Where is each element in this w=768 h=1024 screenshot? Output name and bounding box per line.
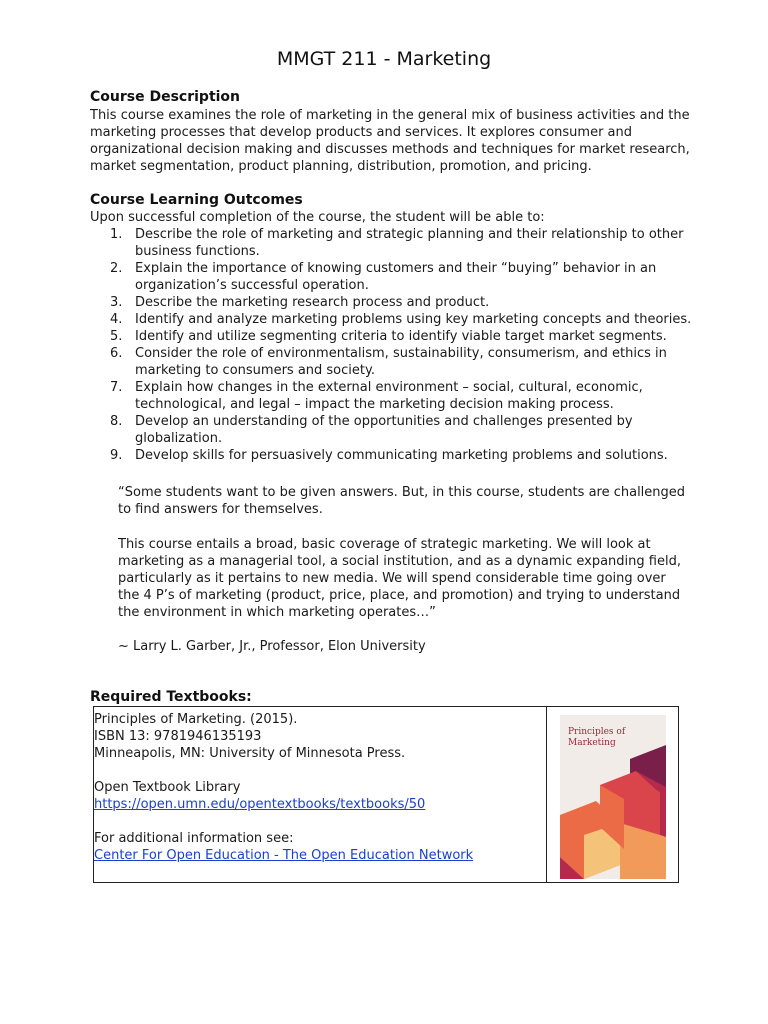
- outcome-text: Develop an understanding of the opportunities and challenges presented by: [135, 414, 633, 429]
- quote-paragraph-1: [118, 484, 686, 518]
- outcome-item: [90, 345, 667, 379]
- library-label: Open Textbook Library: [94, 780, 241, 795]
- course-description-text: [90, 107, 690, 175]
- learning-outcomes-heading: Course Learning Outcomes: [90, 192, 303, 208]
- outcome-item: [90, 226, 684, 260]
- open-education-network-link[interactable]: Center For Open Education - The Open Education Network: [94, 848, 474, 863]
- outcome-item: [90, 294, 660, 311]
- open-textbook-link[interactable]: https://open.umn.edu/opentextbooks/textbooks/50: [94, 797, 426, 812]
- book-publisher: Minneapolis, MN: University of Minnesota Press.: [94, 746, 406, 761]
- outcome-item: [90, 413, 660, 447]
- outcome-number: 1.: [110, 227, 123, 242]
- description-line: market segmentation, product planning, distribution, promotion, and pricing.: [90, 159, 592, 174]
- page-title: MMGT 211 - Marketing: [276, 48, 492, 70]
- outcome-item: [90, 311, 692, 328]
- outcome-number: 8.: [110, 414, 123, 429]
- outcome-text: Develop skills for persuasively communicating marketing problems and solutions.: [135, 448, 668, 463]
- learning-outcomes-list: [90, 226, 692, 464]
- book-title: Principles of Marketing. (2015).: [94, 712, 298, 727]
- quote-attribution: [118, 638, 658, 655]
- outcome-item: [90, 328, 667, 345]
- quote-line: “Some students want to be given answers. But, in this course, students are challenged: [118, 485, 686, 500]
- outcome-number: 5.: [110, 329, 123, 344]
- outcome-number: 6.: [110, 346, 123, 361]
- hexagon-pattern-graphic: [560, 715, 666, 879]
- quote-line: to find answers for themselves.: [118, 502, 323, 517]
- learning-outcomes-intro: [90, 209, 660, 226]
- outcome-item: [90, 379, 660, 413]
- outcome-text: Explain the importance of knowing customers and their “buying” behavior in an: [135, 261, 657, 276]
- description-line: marketing processes that develop products and services. It explores consumer and: [90, 125, 633, 140]
- outcome-text: Consider the role of environmentalism, sustainability, consumerism, and ethics in: [135, 346, 667, 361]
- outcome-item: [90, 260, 660, 294]
- textbook-table: [93, 706, 679, 883]
- outcome-text: organization’s successful operation.: [135, 278, 369, 293]
- textbook-info-cell: [94, 711, 542, 864]
- outcome-text: Describe the role of marketing and strategic planning and their relationship to other: [135, 227, 684, 242]
- description-line: organizational decision making and discusses methods and techniques for market research,: [90, 142, 690, 157]
- quote-line: marketing as a managerial tool, a social institution, and as a dynamic expanding field,: [118, 554, 681, 569]
- quote-line: This course entails a broad, basic coverage of strategic marketing. We will look at: [118, 537, 651, 552]
- required-textbooks-heading: Required Textbooks:: [90, 689, 252, 705]
- outcome-text: technological, and legal – impact the marketing decision making process.: [135, 397, 614, 412]
- outcome-text: business functions.: [135, 244, 260, 259]
- outcome-number: 3.: [110, 295, 123, 310]
- outcome-text: Describe the marketing research process and product.: [135, 295, 490, 310]
- course-description-heading: Course Description: [90, 89, 241, 105]
- additional-info-label: For additional information see:: [94, 831, 294, 846]
- outcome-text: globalization.: [135, 431, 223, 446]
- outcome-number: 9.: [110, 448, 123, 463]
- outcome-number: 4.: [110, 312, 123, 327]
- outcomes-intro-text: Upon successful completion of the course, the student will be able to:: [90, 210, 545, 225]
- table-divider: [546, 707, 547, 882]
- book-isbn: ISBN 13: 9781946135193: [94, 729, 262, 744]
- book-cover-image: [560, 715, 666, 879]
- outcome-text: Identify and analyze marketing problems using key marketing concepts and theories.: [135, 312, 692, 327]
- outcome-text: marketing to consumers and society.: [135, 363, 375, 378]
- outcome-text: Explain how changes in the external environment – social, cultural, economic,: [135, 380, 643, 395]
- outcome-number: 7.: [110, 380, 123, 395]
- quote-line: the environment in which marketing operates…”: [118, 605, 436, 620]
- attribution-text: ~ Larry L. Garber, Jr., Professor, Elon University: [118, 639, 426, 654]
- quote-paragraph-2: [118, 536, 681, 621]
- outcome-text: Identify and utilize segmenting criteria to identify viable target market segments.: [135, 329, 667, 344]
- quote-line: particularly as it pertains to new media. We will spend considerable time going over: [118, 571, 666, 586]
- spacer: [94, 813, 542, 830]
- cover-title: Principles of Marketing: [568, 727, 626, 748]
- outcome-item: [90, 447, 668, 464]
- spacer: [94, 762, 542, 779]
- outcome-number: 2.: [110, 261, 123, 276]
- description-line: This course examines the role of marketing in the general mix of business activities and the: [90, 108, 690, 123]
- quote-line: the 4 P’s of marketing (product, price, place, and promotion) and trying to understand: [118, 588, 681, 603]
